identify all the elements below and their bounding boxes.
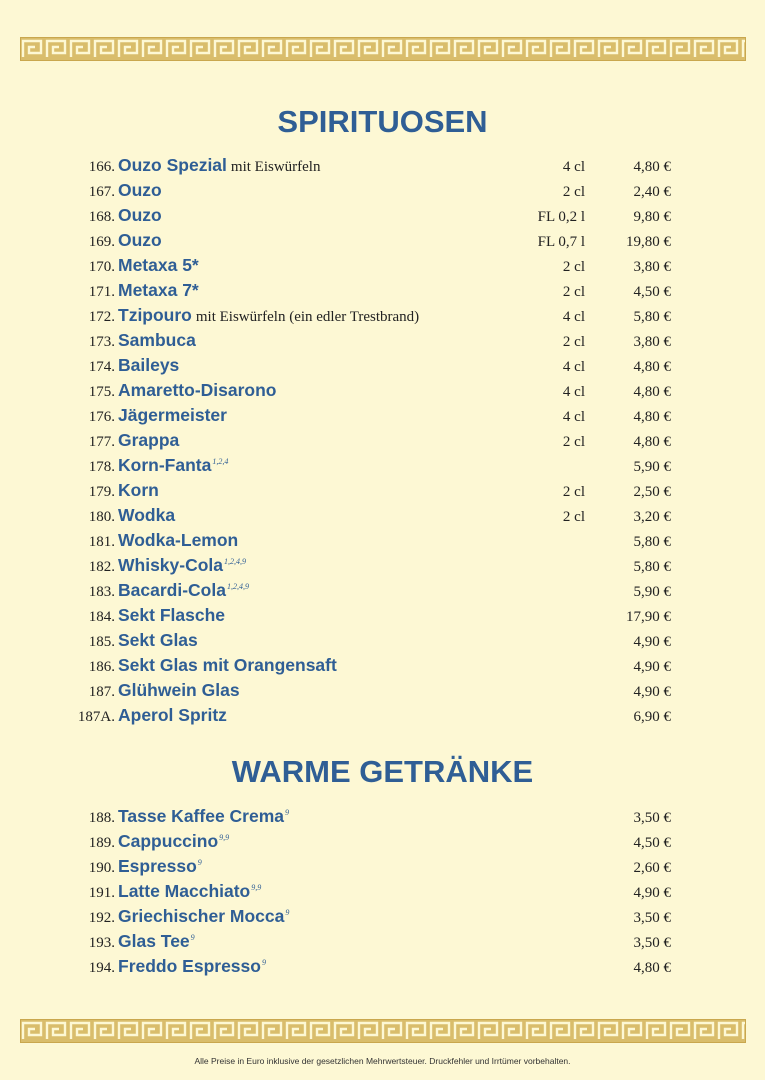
menu-item xyxy=(0,630,765,655)
item-name: Latte Macchiato xyxy=(118,881,251,901)
item-size: 2 cl xyxy=(562,484,585,500)
item-name-group xyxy=(118,205,162,226)
item-name: Whisky-Cola xyxy=(118,555,224,575)
item-price: 5,80 € xyxy=(633,534,671,550)
item-size: 2 cl xyxy=(562,284,585,300)
menu-item xyxy=(0,305,765,330)
item-price: 4,90 € xyxy=(633,684,671,700)
item-name: Korn xyxy=(118,480,159,500)
item-number: 179. xyxy=(88,484,115,500)
additive-footnote: 9,9 xyxy=(219,833,230,843)
item-price: 2,50 € xyxy=(633,484,671,500)
item-name: Cappuccino xyxy=(118,831,219,851)
item-name: Sambuca xyxy=(118,330,196,350)
item-number: 193. xyxy=(88,935,115,951)
item-name: Aperol Spritz xyxy=(118,705,227,725)
item-price: 5,90 € xyxy=(633,584,671,600)
item-size: 2 cl xyxy=(562,334,585,350)
item-price: 4,50 € xyxy=(633,284,671,300)
footer-disclaimer: Alle Preise in Euro inklusive der gesetzlichen Mehrwertsteuer. Druckfehler und Irrtümer vorbehalten. xyxy=(194,1056,571,1066)
item-name-group xyxy=(118,630,198,651)
item-size: 4 cl xyxy=(562,409,585,425)
item-description: mit Eiswürfeln (ein edler Trestbrand) xyxy=(195,309,420,325)
item-name: Jägermeister xyxy=(118,405,227,425)
menu-item xyxy=(0,555,765,580)
item-price: 3,50 € xyxy=(633,935,671,951)
item-name: Glas Tee xyxy=(118,931,190,951)
additive-footnote: 1,2,4 xyxy=(212,457,229,467)
item-price: 4,90 € xyxy=(633,634,671,650)
item-number: 178. xyxy=(88,459,115,475)
item-name-group xyxy=(118,280,199,301)
menu-item xyxy=(0,405,765,430)
additive-footnote: 1,2,4,9 xyxy=(224,557,247,567)
item-size: FL 0,7 l xyxy=(537,234,585,250)
menu-item xyxy=(0,355,765,380)
item-name: Metaxa 5* xyxy=(118,255,199,275)
item-size: FL 0,2 l xyxy=(537,209,585,225)
item-number: 192. xyxy=(88,910,115,926)
menu-item xyxy=(0,881,765,906)
menu-item xyxy=(0,530,765,555)
item-price: 17,90 € xyxy=(626,609,671,625)
menu-item xyxy=(0,931,765,956)
item-number: 187A. xyxy=(77,709,115,725)
item-number: 186. xyxy=(88,659,115,675)
additive-footnote: 1,2,4,9 xyxy=(226,582,249,592)
item-name-group xyxy=(118,180,162,201)
item-price: 5,80 € xyxy=(633,309,671,325)
item-number: 183. xyxy=(88,584,115,600)
item-name-group xyxy=(118,680,240,701)
section-title-warme-getraenke: WARME GETRÄNKE xyxy=(231,754,534,789)
item-price: 4,80 € xyxy=(633,960,671,976)
additive-footnote: 9 xyxy=(285,808,290,818)
item-name: Sekt Glas xyxy=(118,630,198,650)
greek-key-border-bottom xyxy=(20,1019,746,1043)
item-name: Bacardi-Cola xyxy=(118,580,226,600)
item-number: 184. xyxy=(88,609,115,625)
item-name-group xyxy=(118,430,179,451)
greek-key-border-top xyxy=(20,37,746,61)
item-price: 4,80 € xyxy=(633,384,671,400)
item-name: Ouzo xyxy=(118,230,162,250)
item-name: Tzipouro xyxy=(118,305,192,325)
menu-list-spirituosen xyxy=(0,155,765,730)
menu-item xyxy=(0,455,765,480)
item-number: 177. xyxy=(88,434,115,450)
item-name-group xyxy=(118,931,195,952)
item-number: 173. xyxy=(88,334,115,350)
additive-footnote: 9 xyxy=(197,858,202,868)
item-price: 4,80 € xyxy=(633,359,671,375)
item-name-group xyxy=(118,155,320,176)
item-number: 171. xyxy=(88,284,115,300)
item-name-group xyxy=(118,580,249,601)
item-price: 4,80 € xyxy=(633,159,671,175)
item-name: Korn-Fanta xyxy=(118,455,212,475)
item-price: 3,80 € xyxy=(633,259,671,275)
item-price: 19,80 € xyxy=(626,234,671,250)
item-name: Griechischer Mocca xyxy=(118,906,285,926)
item-name: Espresso xyxy=(118,856,197,876)
item-number: 180. xyxy=(88,509,115,525)
item-number: 182. xyxy=(88,559,115,575)
item-price: 3,50 € xyxy=(633,910,671,926)
item-name-group xyxy=(118,705,227,726)
menu-item xyxy=(0,705,765,730)
menu-list-warme-getraenke xyxy=(0,806,765,981)
item-name: Ouzo xyxy=(118,205,162,225)
item-name-group xyxy=(118,831,229,852)
menu-item xyxy=(0,480,765,505)
item-name: Wodka xyxy=(118,505,176,525)
item-number: 191. xyxy=(88,885,115,901)
item-name: Ouzo xyxy=(118,180,162,200)
menu-item xyxy=(0,505,765,530)
item-name-group xyxy=(118,655,337,676)
item-price: 4,80 € xyxy=(633,409,671,425)
item-number: 172. xyxy=(88,309,115,325)
item-name: Amaretto-Disarono xyxy=(118,380,277,400)
menu-item xyxy=(0,280,765,305)
item-name: Freddo Espresso xyxy=(118,956,261,976)
item-name-group xyxy=(118,355,179,376)
item-size: 2 cl xyxy=(562,434,585,450)
menu-item xyxy=(0,856,765,881)
item-name: Ouzo Spezial xyxy=(118,155,227,175)
item-number: 187. xyxy=(88,684,115,700)
item-number: 190. xyxy=(88,860,115,876)
menu-item xyxy=(0,155,765,180)
item-name-group xyxy=(118,480,159,501)
item-name: Glühwein Glas xyxy=(118,680,240,700)
additive-footnote: 9,9 xyxy=(251,883,262,893)
menu-item xyxy=(0,255,765,280)
item-name-group xyxy=(118,806,289,827)
item-name: Sekt Glas mit Orangensaft xyxy=(118,655,337,675)
item-price: 4,50 € xyxy=(633,835,671,851)
section-title-spirituosen: SPIRITUOSEN xyxy=(277,104,488,139)
item-name-group xyxy=(118,856,202,877)
item-number: 176. xyxy=(88,409,115,425)
menu-item xyxy=(0,380,765,405)
item-name-group xyxy=(118,305,419,326)
item-number: 166. xyxy=(88,159,115,175)
item-price: 5,90 € xyxy=(633,459,671,475)
item-price: 6,90 € xyxy=(633,709,671,725)
item-number: 170. xyxy=(88,259,115,275)
menu-item xyxy=(0,831,765,856)
menu-item xyxy=(0,806,765,831)
item-name: Metaxa 7* xyxy=(118,280,199,300)
item-size: 2 cl xyxy=(562,259,585,275)
item-price: 4,90 € xyxy=(633,659,671,675)
item-name-group xyxy=(118,881,261,902)
item-price: 4,80 € xyxy=(633,434,671,450)
item-price: 4,90 € xyxy=(633,885,671,901)
item-name-group xyxy=(118,505,175,526)
item-size: 2 cl xyxy=(562,184,585,200)
item-number: 194. xyxy=(88,960,115,976)
item-price: 3,80 € xyxy=(633,334,671,350)
additive-footnote: 9 xyxy=(190,933,195,943)
item-number: 181. xyxy=(88,534,115,550)
menu-item xyxy=(0,430,765,455)
item-name: Baileys xyxy=(118,355,180,375)
item-name-group xyxy=(118,330,196,351)
menu-item xyxy=(0,580,765,605)
item-price: 9,80 € xyxy=(633,209,671,225)
menu-item xyxy=(0,205,765,230)
menu-item xyxy=(0,605,765,630)
menu-item xyxy=(0,655,765,680)
item-name-group xyxy=(118,555,246,576)
item-name-group xyxy=(118,380,277,401)
additive-footnote: 9 xyxy=(285,908,290,918)
item-size: 4 cl xyxy=(562,309,585,325)
item-number: 167. xyxy=(88,184,115,200)
item-number: 174. xyxy=(88,359,115,375)
item-name-group xyxy=(118,405,227,426)
item-number: 175. xyxy=(88,384,115,400)
menu-item xyxy=(0,906,765,931)
menu-item xyxy=(0,230,765,255)
item-number: 185. xyxy=(88,634,115,650)
item-price: 2,40 € xyxy=(633,184,671,200)
item-number: 169. xyxy=(88,234,115,250)
item-price: 5,80 € xyxy=(633,559,671,575)
item-name: Sekt Flasche xyxy=(118,605,225,625)
item-name: Tasse Kaffee Crema xyxy=(118,806,285,826)
item-size: 4 cl xyxy=(562,159,585,175)
item-price: 2,60 € xyxy=(633,860,671,876)
item-description: mit Eiswürfeln xyxy=(230,159,321,175)
item-price: 3,50 € xyxy=(633,810,671,826)
item-price: 3,20 € xyxy=(633,509,671,525)
menu-item xyxy=(0,180,765,205)
item-size: 4 cl xyxy=(562,384,585,400)
item-name-group xyxy=(118,956,266,977)
additive-footnote: 9 xyxy=(261,958,266,968)
item-number: 168. xyxy=(88,209,115,225)
item-number: 189. xyxy=(88,835,115,851)
item-name-group xyxy=(118,255,199,276)
item-name: Wodka-Lemon xyxy=(118,530,239,550)
menu-item xyxy=(0,680,765,705)
item-name-group xyxy=(118,455,228,476)
item-name: Grappa xyxy=(118,430,180,450)
item-name-group xyxy=(118,530,238,551)
item-size: 2 cl xyxy=(562,509,585,525)
item-name-group xyxy=(118,605,225,626)
item-number: 188. xyxy=(88,810,115,826)
item-size: 4 cl xyxy=(562,359,585,375)
item-name-group xyxy=(118,906,289,927)
menu-item xyxy=(0,956,765,981)
item-name-group xyxy=(118,230,162,251)
menu-item xyxy=(0,330,765,355)
